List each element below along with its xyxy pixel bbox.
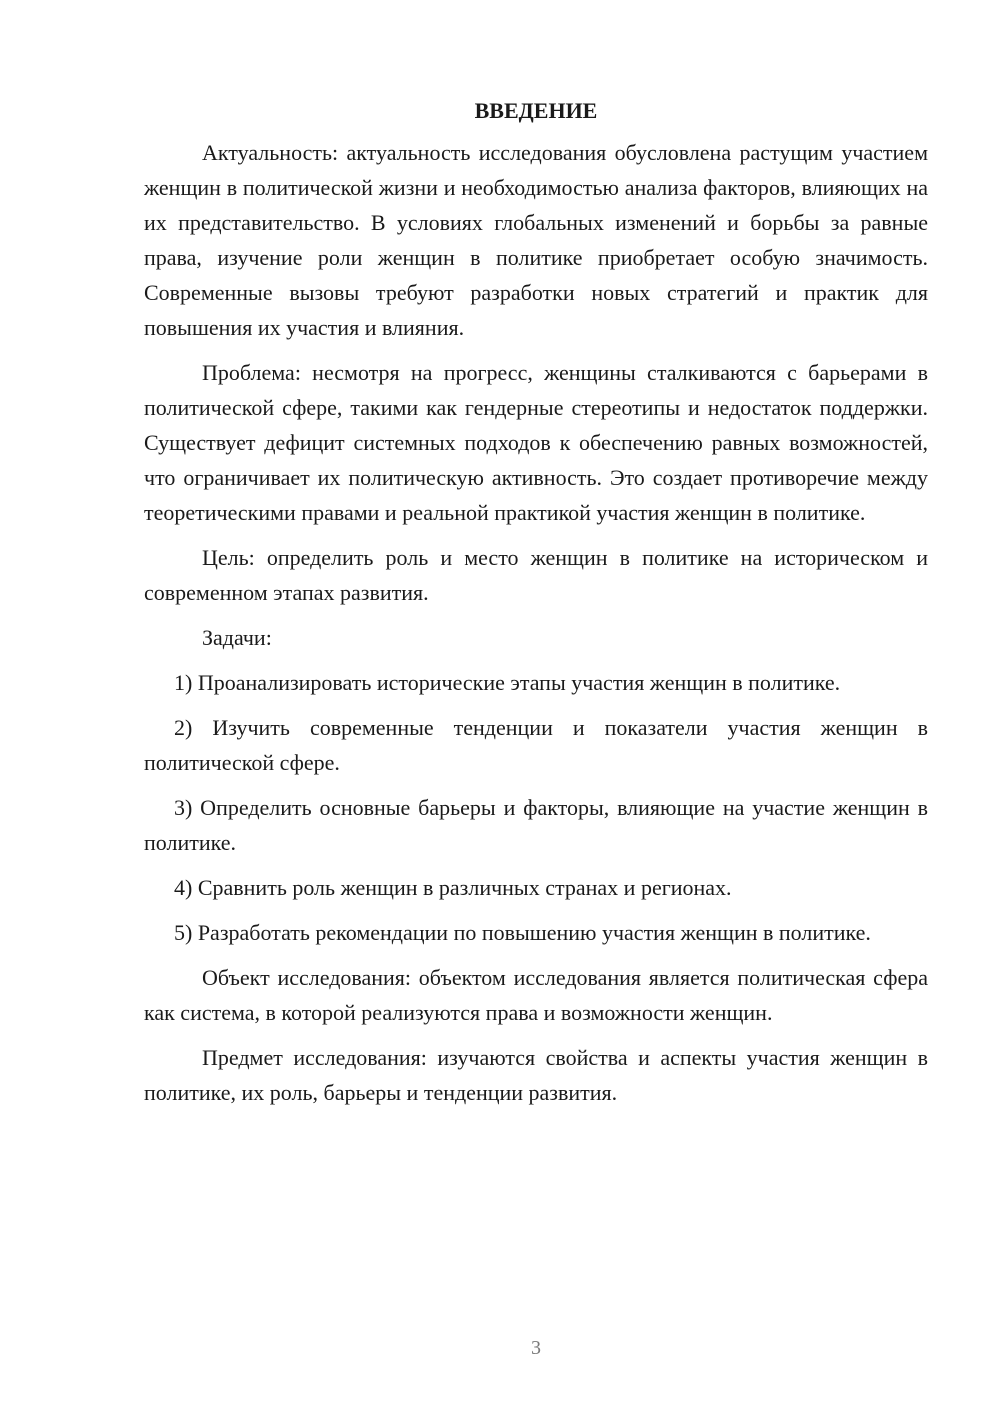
- page-number: 3: [531, 1337, 541, 1359]
- object-paragraph: Объект исследования: объектом исследования является политическая сфера как система, в которой реализуются права и возможности женщин.: [144, 965, 928, 1025]
- subject-paragraph: Предмет исследования: изучаются свойства и аспекты участия женщин в политике, их роль, барьеры и тенденции развития.: [144, 1045, 928, 1105]
- goal-paragraph: Цель: определить роль и место женщин в политике на историческом и современном этапах развития.: [144, 545, 928, 605]
- page-content: [144, 94, 928, 1120]
- tasks-label: Задачи:: [202, 625, 272, 650]
- task-item-4: 4) Сравнить роль женщин в различных странах и регионах.: [174, 875, 732, 900]
- task-item-1: 1) Проанализировать исторические этапы участия женщин в политике.: [174, 670, 841, 695]
- relevance-paragraph: Актуальность: актуальность исследования обусловлена растущим участием женщин в политической жизни и необходимостью анализа факторов, влияющих на их представительство. В условиях глобальных изменений и борьбы за равные права, изучение роли женщин в политике приобретает особую значимость. Современные вызовы требуют разработки новых стратегий и практик для повышения их участия и влияния.: [144, 140, 928, 340]
- task-item-5: 5) Разработать рекомендации по повышению участия женщин в политике.: [174, 920, 871, 945]
- task-item-3: 3) Определить основные барьеры и факторы, влияющие на участие женщин в политике.: [144, 795, 928, 855]
- task-item-2: 2) Изучить современные тенденции и показатели участия женщин в политической сфере.: [144, 715, 928, 775]
- section-heading: ВВЕДЕНИЕ: [474, 98, 598, 123]
- problem-paragraph: Проблема: несмотря на прогресс, женщины сталкиваются с барьерами в политической сфере, такими как гендерные стереотипы и недостаток поддержки. Существует дефицит системных подходов к обеспечению равных возможностей, что ограничивает их политическую активность. Это создает противоречие между теоретическими правами и реальной практикой участия женщин в политике.: [144, 360, 928, 525]
